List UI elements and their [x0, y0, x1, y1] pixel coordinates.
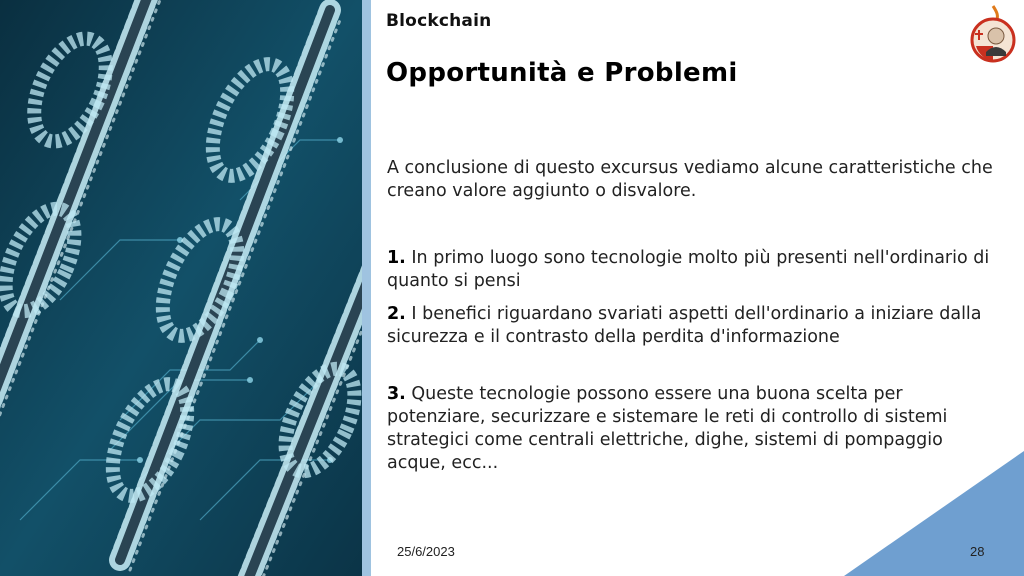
- point-3-text: Queste tecnologie possono essere una buona scelta per potenziare, securizzare e sistemare le reti di controllo di sistemi strategici come centrali elettriche, dighe, sistemi di pompaggio acque, ecc...: [387, 384, 948, 473]
- point-1: [387, 247, 997, 293]
- page-number: 28: [970, 544, 985, 559]
- point-1-number: 1.: [387, 248, 406, 268]
- point-2-text: I benefici riguardano svariati aspetti dell'ordinario a iniziare dalla sicurezza e il contrasto della perdita d'informazione: [387, 304, 982, 347]
- corner-triangle: [844, 451, 1024, 576]
- slide-title: Opportunità e Problemi: [386, 58, 738, 88]
- intro-paragraph: A conclusione di questo excursus vediamo alcune caratteristiche che creano valore aggiunto o disvalore.: [387, 158, 993, 201]
- footer-date: 25/6/2023: [397, 544, 455, 559]
- blockchain-chain-image: [0, 0, 362, 576]
- point-3-number: 3.: [387, 384, 406, 404]
- point-1-text: In primo luogo sono tecnologie molto più presenti nell'ordinario di quanto si pensi: [387, 248, 990, 291]
- accent-bar: [362, 0, 371, 576]
- point-2: [387, 303, 997, 349]
- school-crest-logo: [966, 4, 1020, 64]
- section-label: Blockchain: [386, 11, 492, 31]
- point-2-number: 2.: [387, 304, 406, 324]
